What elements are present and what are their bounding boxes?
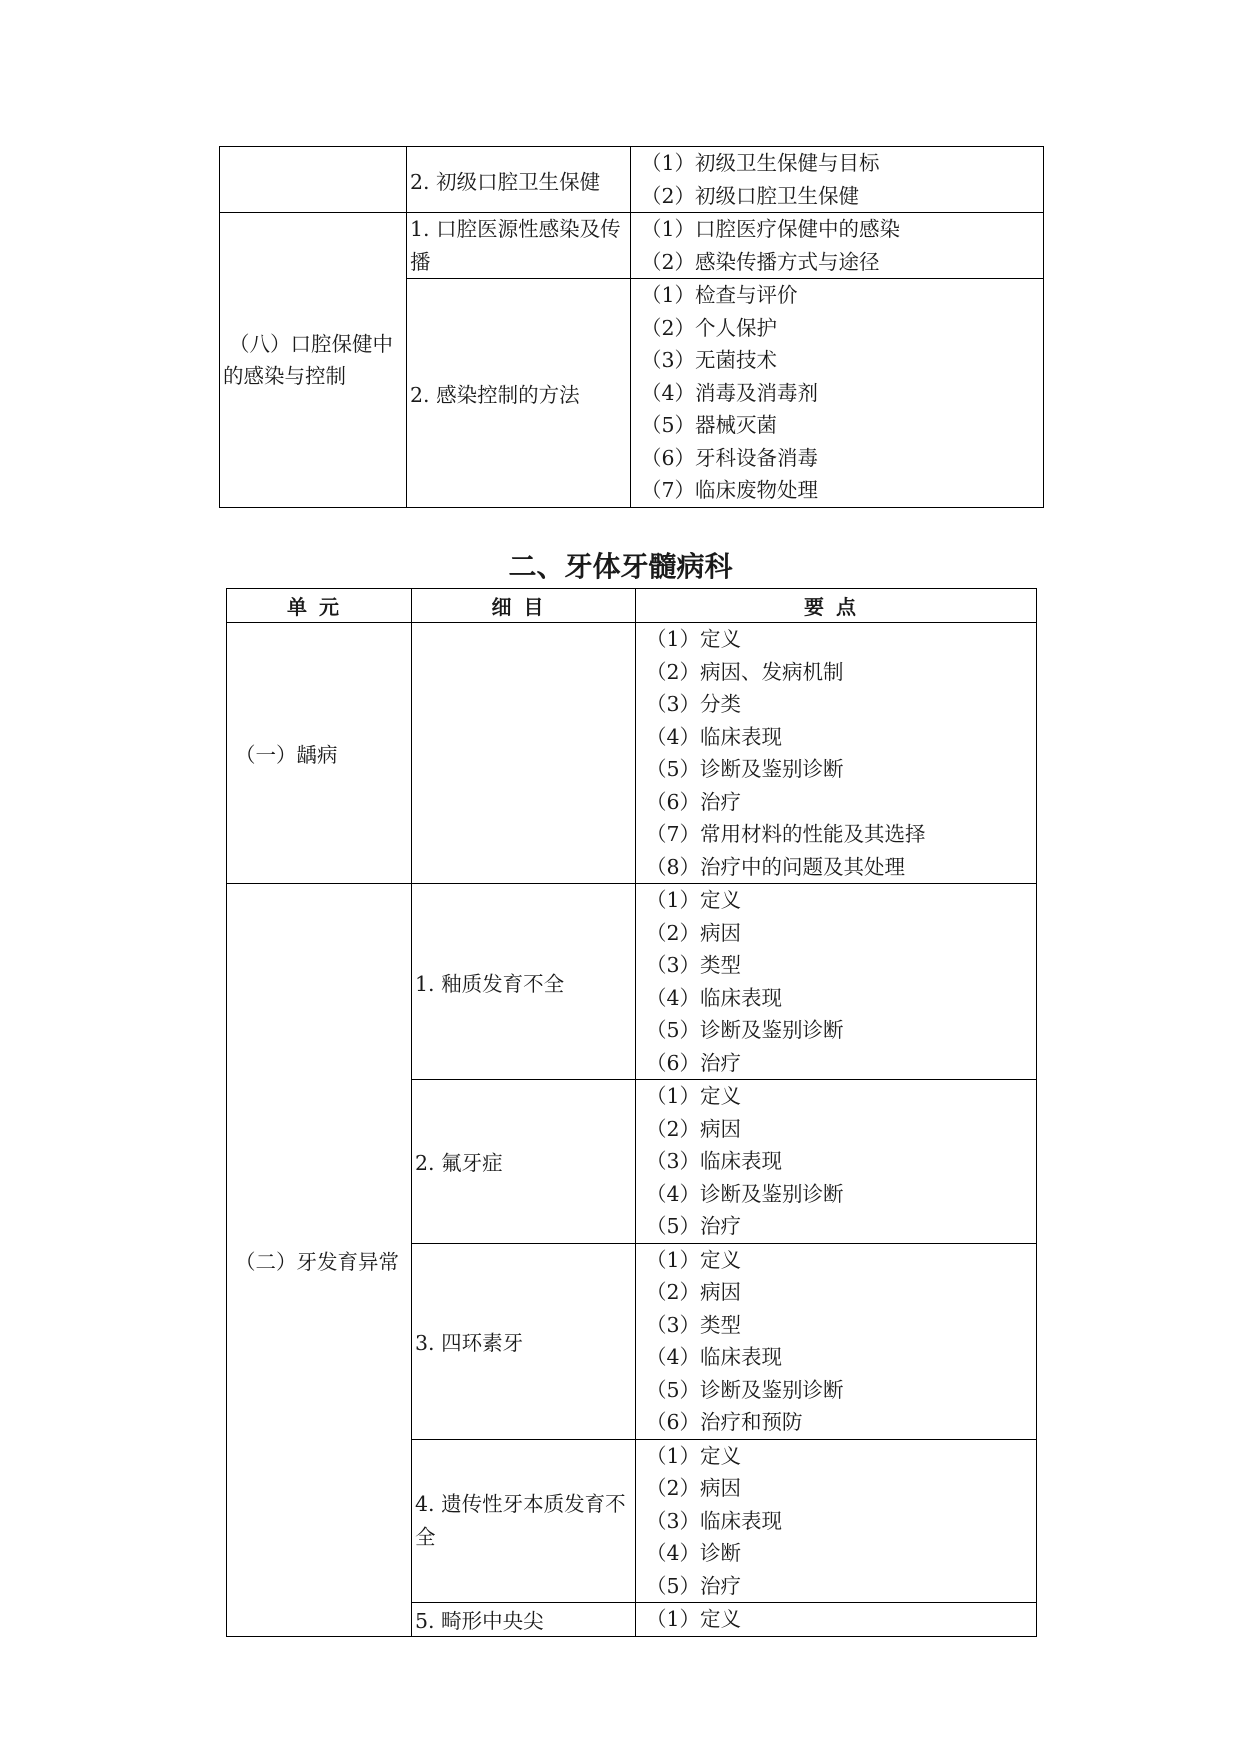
point-item: （5）诊断及鉴别诊断 xyxy=(646,1018,844,1042)
header-unit: 单元 xyxy=(227,589,412,623)
point-item: （1）定义 xyxy=(646,1607,742,1631)
point-item: （1）口腔医疗保健中的感染 xyxy=(641,217,901,241)
point-item: （3）临床表现 xyxy=(646,1508,783,1533)
point-item: （4）诊断及鉴别诊断 xyxy=(646,1181,844,1206)
point-item: （5）治疗 xyxy=(646,1573,742,1598)
item-cell: 2. 初级口腔卫生保健 xyxy=(407,147,631,213)
points-cell xyxy=(631,147,1044,213)
point-item: （3）无菌技术 xyxy=(641,348,778,372)
point-item: （1）定义 xyxy=(646,627,742,651)
unit-cell xyxy=(220,147,407,213)
point-item: （4）临床表现 xyxy=(646,985,783,1010)
point-item: （8）治疗中的问题及其处理 xyxy=(646,854,906,879)
point-item: （7）常用材料的性能及其选择 xyxy=(646,822,926,846)
point-item: （2）个人保护 xyxy=(641,315,778,340)
syllabus-table-endodontics xyxy=(226,588,1037,1637)
point-item: （2）感染传播方式与途径 xyxy=(641,249,880,274)
item-cell: 3. 四环素牙 xyxy=(412,1243,636,1439)
item-cell: 1. 口腔医源性感染及传播 xyxy=(407,213,631,279)
point-item: （5）诊断及鉴别诊断 xyxy=(646,757,844,781)
point-item: （5）诊断及鉴别诊断 xyxy=(646,1377,844,1402)
item-cell: 2. 氟牙症 xyxy=(412,1080,636,1244)
point-item: （2）初级口腔卫生保健 xyxy=(641,183,860,208)
syllabus-table-continued xyxy=(219,146,1044,508)
points-cell xyxy=(631,213,1044,279)
point-item: （1）定义 xyxy=(646,1084,742,1108)
point-item: （4）临床表现 xyxy=(646,724,783,749)
points-cell xyxy=(636,884,1037,1080)
point-item: （2）病因 xyxy=(646,1280,742,1304)
points-cell xyxy=(636,1080,1037,1244)
point-item: （6）治疗 xyxy=(646,789,742,814)
point-item: （2）病因 xyxy=(646,1476,742,1500)
points-cell xyxy=(636,1603,1037,1637)
points-cell xyxy=(636,623,1037,884)
point-item: （6）治疗和预防 xyxy=(646,1410,803,1434)
point-item: （1）检查与评价 xyxy=(641,283,798,307)
points-cell xyxy=(631,279,1044,508)
item-cell xyxy=(412,623,636,884)
header-item: 细目 xyxy=(412,589,636,623)
item-cell: 1. 釉质发育不全 xyxy=(412,884,636,1080)
item-cell: 2. 感染控制的方法 xyxy=(407,279,631,508)
item-cell: 4. 遗传性牙本质发育不全 xyxy=(412,1439,636,1603)
unit-label: （八）口腔保健中的感染与控制 xyxy=(223,331,393,388)
unit-cell: （一）龋病 xyxy=(227,623,412,884)
point-item: （6）治疗 xyxy=(646,1050,742,1075)
header-points: 要点 xyxy=(636,589,1037,623)
point-item: （5）治疗 xyxy=(646,1214,742,1238)
point-item: （2）病因、发病机制 xyxy=(646,659,844,684)
point-item: （4）诊断 xyxy=(646,1541,742,1565)
section-title: 二、牙体牙髓病科 xyxy=(508,550,733,583)
point-item: （2）病因 xyxy=(646,920,742,945)
point-item: （1）初级卫生保健与目标 xyxy=(641,151,880,175)
point-item: （5）器械灭菌 xyxy=(641,413,778,437)
point-item: （3）类型 xyxy=(646,953,742,977)
point-item: （1）定义 xyxy=(646,888,742,912)
points-cell xyxy=(636,1439,1037,1603)
unit-cell xyxy=(220,213,407,508)
unit-cell: （二）牙发育异常 xyxy=(227,884,412,1637)
point-item: （3）类型 xyxy=(646,1312,742,1337)
point-item: （7）临床废物处理 xyxy=(641,478,819,502)
point-item: （4）临床表现 xyxy=(646,1345,783,1369)
point-item: （1）定义 xyxy=(646,1247,742,1272)
point-item: （4）消毒及消毒剂 xyxy=(641,380,819,405)
point-item: （3）分类 xyxy=(646,692,742,716)
item-cell: 5. 畸形中央尖 xyxy=(412,1603,636,1637)
point-item: （6）牙科设备消毒 xyxy=(641,445,819,470)
points-cell xyxy=(636,1243,1037,1439)
point-item: （1）定义 xyxy=(646,1443,742,1468)
point-item: （2）病因 xyxy=(646,1116,742,1141)
point-item: （3）临床表现 xyxy=(646,1149,783,1173)
